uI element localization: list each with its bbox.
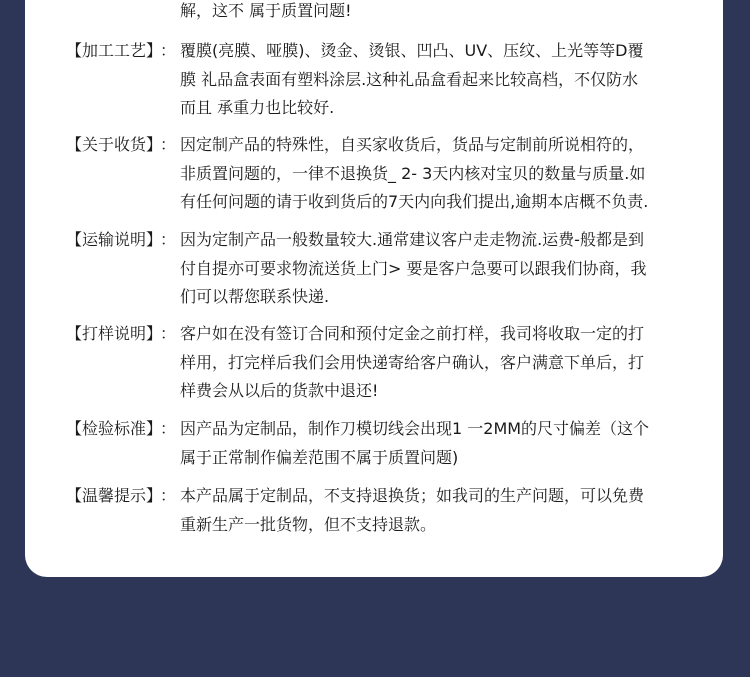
section-line: 膜 礼品盒表面有塑料涂层.这种礼品盒看起来比较高档，不仅防水 — [180, 69, 639, 89]
section-line: 们可以帮您联系快递. — [180, 287, 330, 306]
section-line: 覆膜(亮膜、哑膜)、烫金、烫银、凹凸、UV、压纹、上光等等D覆 — [180, 41, 644, 60]
section-colon: ： — [160, 230, 177, 249]
section-line: 属于正常制作偏差范围不属于质置问题) — [180, 447, 459, 467]
section-body — [180, 37, 680, 123]
section-body — [180, 482, 680, 539]
section-body — [180, 415, 680, 472]
section-colon: ： — [160, 41, 177, 60]
section-line: 因为定制产品一般数量较大.通常建议客户走走物流.运费-般都是到 — [180, 230, 644, 249]
section-label: 【运输说明】 — [66, 230, 163, 249]
section-body — [180, 131, 680, 217]
section-line: 样费会从以后的货款中退还! — [180, 381, 379, 400]
section-colon: ： — [160, 419, 177, 438]
section-line: 因定制产品的特殊性，自买家收货后，货品与定制前所说相符的， — [180, 135, 645, 154]
section-label: 【打样说明】 — [66, 324, 163, 343]
section-line: 而且 承重力也比较好. — [180, 98, 335, 117]
section-line: 付自提亦可要求物流送货上门> 要是客户急要可以跟我们协商，我 — [180, 258, 647, 278]
section-line: 重新生产一批货物，但不支持退款。 — [180, 514, 437, 534]
section-label: 【检验标准】 — [66, 419, 163, 438]
section-line: 样用，打完样后我们会用快递寄给客户确认，客户满意下单后，打 — [180, 352, 645, 372]
section-colon: ： — [160, 486, 177, 505]
section-colon: ： — [160, 135, 177, 154]
section-label: 【关于收货】 — [66, 135, 163, 154]
intro-tail-text: 解，这不 属于质置问题! — [180, 1, 352, 20]
section-body — [180, 320, 680, 406]
section-line: 非质置问题的，一律不退换货_ 2- 3天内核对宝贝的数量与质量.如 — [180, 163, 646, 183]
section-body — [180, 226, 680, 312]
section-colon: ： — [160, 324, 177, 343]
section-line: 有任何问题的请于收到货后的7天内向我们提出,逾期本店概不负责. — [180, 192, 649, 211]
section-line: 本产品属于定制品，不支持退换货；如我司的生产问题，可以免费 — [180, 486, 645, 505]
section-line: 客户如在没有签订合同和预付定金之前打样，我司将收取一定的打 — [180, 324, 645, 343]
section-label: 【温馨提示】 — [66, 486, 163, 505]
section-label: 【加工工艺】 — [66, 41, 163, 60]
section-line: 因产品为定制品，制作刀模切线会出现1 一2MM的尺寸偏差（这个 — [180, 419, 650, 438]
